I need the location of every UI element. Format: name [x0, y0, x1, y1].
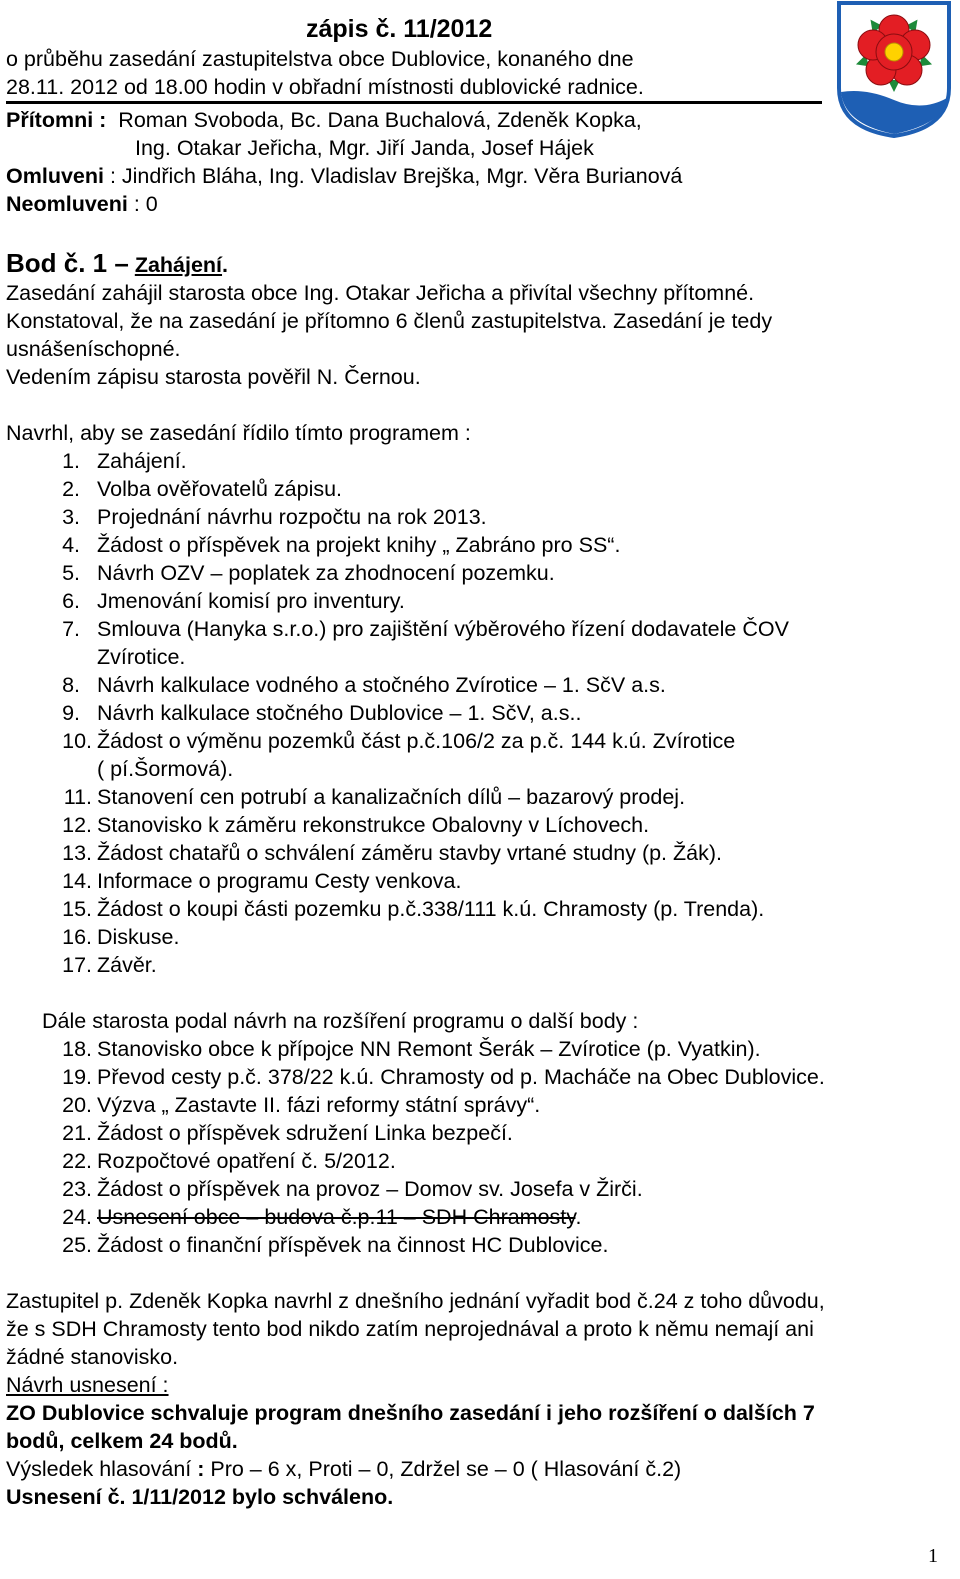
section1-heading: [6, 246, 228, 282]
closing-paragraph-3: žádné stanovisko.: [6, 1345, 179, 1369]
program-item: Zahájení.: [97, 449, 187, 473]
program-number: 1.: [62, 449, 80, 473]
extension-number: 22.: [62, 1149, 92, 1173]
unexcused-line: [6, 190, 158, 218]
extension-number: 24.: [62, 1205, 92, 1229]
program-number: 3.: [62, 505, 80, 529]
struck-item-text: Usnesení obce – budova č.p.11 – SDH Chramosty: [97, 1205, 576, 1229]
section1-paragraph-4: Vedením zápisu starosta pověřil N. Černou.: [6, 365, 421, 389]
program-item: Návrh kalkulace vodného a stočného Zvírotice – 1. SčV a.s.: [97, 673, 666, 697]
section1-paragraph-1: Zasedání zahájil starosta obce Ing. Otakar Jeřicha a přivítal všechny přítomné.: [6, 281, 755, 305]
present-label: Přítomni :: [6, 108, 107, 132]
program-number: 15.: [62, 897, 92, 921]
program-item: Volba ověřovatelů zápisu.: [97, 477, 343, 501]
closing-paragraph-1: Zastupitel p. Zdeněk Kopka navrhl z dnešního jednání vyřadit bod č.24 z toho důvodu,: [6, 1289, 825, 1313]
document-title: zápis č. 11/2012: [306, 15, 493, 43]
program-item: Žádost chatařů o schválení záměru stavby vrtané studny (p. Žák).: [97, 841, 722, 865]
program-item: Smlouva (Hanyka s.r.o.) pro zajištění výběrového řízení dodavatele ČOV: [97, 617, 789, 641]
program-item: Závěr.: [97, 953, 157, 977]
struck-item-period: .: [575, 1205, 582, 1229]
program-item: Návrh OZV – poplatek za zhodnocení pozemku.: [97, 561, 555, 585]
resolution-proposal-label: Návrh usnesení :: [6, 1373, 169, 1397]
vote-result: [6, 1455, 681, 1483]
document-subtitle-line1: o průběhu zasedání zastupitelstva obce Dublovice, konaného dne: [6, 47, 634, 71]
program-number: 5.: [62, 561, 80, 585]
section1-heading-title: Zahájení: [134, 253, 223, 277]
program-item: Projednání návrhu rozpočtu na rok 2013.: [97, 505, 487, 529]
program-item: Žádost o příspěvek na projekt knihy „ Zabráno pro SS“.: [97, 533, 621, 557]
excused-line: [6, 162, 682, 190]
program-intro: Navrhl, aby se zasedání řídilo tímto programem :: [6, 421, 471, 445]
present-names-1: Roman Svoboda, Bc. Dana Buchalová, Zdeněk Kopka,: [118, 108, 642, 132]
unexcused-label: Neomluveni: [6, 192, 128, 216]
program-item: Návrh kalkulace stočného Dublovice – 1. SčV, a.s..: [97, 701, 582, 725]
extension-item: Stanovisko obce k přípojce NN Remont Šerák – Zvírotice (p. Vyatkin).: [97, 1037, 761, 1061]
extension-number: 19.: [62, 1065, 92, 1089]
document-subtitle-line2: 28.11. 2012 od 18.00 hodin v obřadní místnosti dublovické radnice.: [6, 75, 644, 99]
program-item: Žádost o výměnu pozemků část p.č.106/2 za p.č. 144 k.ú. Zvírotice: [97, 729, 736, 753]
program-item-continuation: Zvírotice.: [97, 645, 186, 669]
extension-item: Rozpočtové opatření č. 5/2012.: [97, 1149, 396, 1173]
excused-label: Omluveni: [6, 164, 104, 188]
closing-paragraph-2: že s SDH Chramosty tento bod nikdo zatím neprojednával a proto k němu nemají ani: [6, 1317, 814, 1341]
program-item: Stanovisko k záměru rekonstrukce Obalovny v Líchovech.: [97, 813, 650, 837]
extension-item-struck: [97, 1203, 581, 1231]
program-item: Jmenování komisí pro inventury.: [97, 589, 405, 613]
program-number: 4.: [62, 533, 80, 557]
unexcused-value: : 0: [133, 192, 158, 216]
program-number: 14.: [62, 869, 92, 893]
program-item: Diskuse.: [97, 925, 180, 949]
header-divider: [6, 101, 822, 104]
program-number: 8.: [62, 673, 80, 697]
extension-number: 25.: [62, 1233, 92, 1257]
resolution-approved: Usnesení č. 1/11/2012 bylo schváleno.: [6, 1485, 394, 1509]
extension-number: 20.: [62, 1093, 92, 1117]
program-number: 12.: [62, 813, 92, 837]
program-number: 10.: [62, 729, 92, 753]
program-number: 2.: [62, 477, 80, 501]
present-names-2: Ing. Otakar Jeřicha, Mgr. Jiří Janda, Josef Hájek: [135, 136, 594, 160]
extension-number: 23.: [62, 1177, 92, 1201]
extension-item: Žádost o příspěvek na provoz – Domov sv. Josefa v Žirči.: [97, 1177, 643, 1201]
vote-label: Výsledek hlasování: [6, 1457, 198, 1481]
program-item: Stanovení cen potrubí a kanalizačních dílů – bazarový prodej.: [97, 785, 686, 809]
extension-item: Výzva „ Zastavte II. fázi reformy státní správy“.: [97, 1093, 541, 1117]
section1-heading-prefix: Bod č. 1 –: [6, 248, 129, 278]
extension-item: Převod cesty p.č. 378/22 k.ú. Chramosty od p. Macháče na Obec Dublovice.: [97, 1065, 825, 1089]
extension-number: 18.: [62, 1037, 92, 1061]
extension-item: Žádost o příspěvek sdružení Linka bezpečí.: [97, 1121, 513, 1145]
program-number: 7.: [62, 617, 80, 641]
extension-item: Žádost o finanční příspěvek na činnost HC Dublovice.: [97, 1233, 609, 1257]
resolution-text-1: ZO Dublovice schvaluje program dnešního zasedání i jeho rozšíření o dalších 7: [6, 1401, 815, 1425]
program-number: 11.: [63, 785, 92, 809]
extension-intro: Dále starosta podal návrh na rozšíření programu o další body :: [42, 1009, 639, 1033]
program-number: 16.: [62, 925, 92, 949]
program-number: 17.: [62, 953, 92, 977]
program-number: 13.: [62, 841, 92, 865]
program-item-continuation: ( pí.Šormová).: [97, 757, 234, 781]
program-number: 9.: [62, 701, 80, 725]
extension-number: 21.: [62, 1121, 92, 1145]
present-line: [6, 106, 642, 134]
vote-values: Pro – 6 x, Proti – 0, Zdržel se – 0 ( Hlasování č.2): [204, 1457, 682, 1481]
section1-paragraph-3: usnášeníschopné.: [6, 337, 181, 361]
program-number: 6.: [62, 589, 80, 613]
section1-paragraph-2: Konstatoval, že na zasedání je přítomno 6 členů zastupitelstva. Zasedání je tedy: [6, 309, 773, 333]
excused-names: : Jindřich Bláha, Ing. Vladislav Brejška, Mgr. Věra Burianová: [109, 164, 683, 188]
section1-heading-suffix: .: [222, 253, 229, 277]
program-item: Informace o programu Cesty venkova.: [97, 869, 462, 893]
vote-colon: :: [197, 1457, 205, 1481]
crest-icon: [836, 0, 952, 138]
page-number: 1: [928, 1545, 938, 1567]
program-item: Žádost o koupi části pozemku p.č.338/111 k.ú. Chramosty (p. Trenda).: [97, 897, 765, 921]
resolution-text-2: bodů, celkem 24 bodů.: [6, 1429, 238, 1453]
